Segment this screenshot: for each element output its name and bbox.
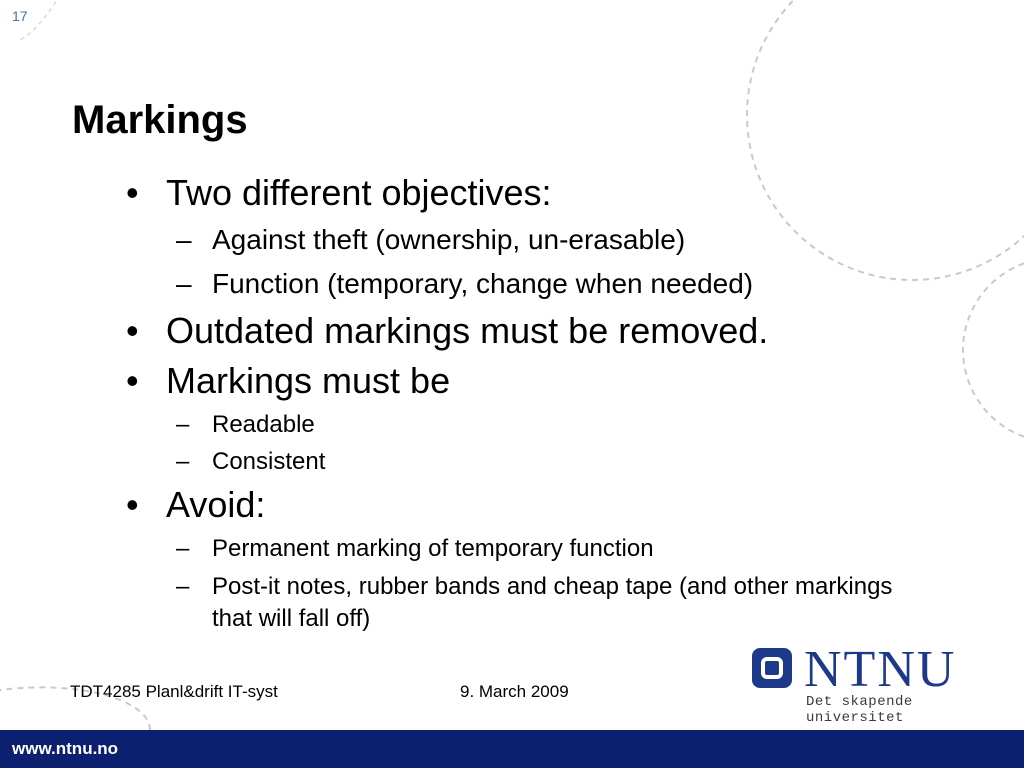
sub-bullet-text: Post-it notes, rubber bands and cheap tape (and other markings that will fall off) bbox=[212, 573, 893, 632]
bullet-list bbox=[126, 168, 916, 635]
bullet-text: Outdated markings must be removed. bbox=[166, 310, 769, 351]
bullet-marker: • bbox=[126, 172, 139, 213]
bullet-text: Avoid: bbox=[166, 484, 266, 525]
bottom-bar bbox=[0, 730, 1024, 768]
sub-bullet-item bbox=[176, 218, 916, 262]
bullet-text: Two different objectives: bbox=[166, 172, 552, 213]
slide-number: 17 bbox=[12, 8, 28, 24]
bullet-marker: • bbox=[126, 360, 139, 401]
sub-bullet-text: Against theft (ownership, un-erasable) bbox=[212, 224, 686, 255]
sub-bullet-text: Consistent bbox=[212, 448, 326, 475]
bullet-item bbox=[126, 480, 916, 530]
dash-marker: – bbox=[176, 535, 190, 562]
dash-marker: – bbox=[176, 224, 192, 255]
logo-tagline: Det skapende universitet bbox=[806, 694, 913, 726]
sub-bullet-text: Function (temporary, change when needed) bbox=[212, 268, 754, 299]
ntnu-logo bbox=[752, 641, 1002, 726]
logo-wordmark: NTNU bbox=[804, 641, 957, 698]
sub-bullet-text: Permanent marking of temporary function bbox=[212, 535, 654, 562]
sub-bullet-item bbox=[176, 406, 916, 443]
ntnu-logo-icon bbox=[752, 648, 792, 688]
bullet-item bbox=[126, 168, 916, 218]
sub-bullet-item bbox=[176, 262, 916, 306]
bullet-marker: • bbox=[126, 484, 139, 525]
bullet-marker: • bbox=[126, 310, 139, 351]
bullet-item bbox=[126, 306, 916, 356]
footer-course: TDT4285 Planl&drift IT-syst bbox=[70, 682, 278, 701]
bullet-text: Markings must be bbox=[166, 360, 451, 401]
bullet-item bbox=[126, 356, 916, 406]
dash-marker: – bbox=[176, 411, 190, 438]
footer-url-link[interactable]: www.ntnu.no bbox=[12, 739, 119, 758]
dash-marker: – bbox=[176, 268, 192, 299]
dash-marker: – bbox=[176, 573, 190, 600]
sub-bullet-item bbox=[176, 571, 916, 635]
dash-marker: – bbox=[176, 448, 190, 475]
sub-bullet-item bbox=[176, 530, 916, 567]
slide-title: Markings bbox=[72, 98, 248, 142]
sub-bullet-item bbox=[176, 443, 916, 480]
footer-date: 9. March 2009 bbox=[460, 682, 569, 701]
sub-bullet-text: Readable bbox=[212, 411, 315, 438]
